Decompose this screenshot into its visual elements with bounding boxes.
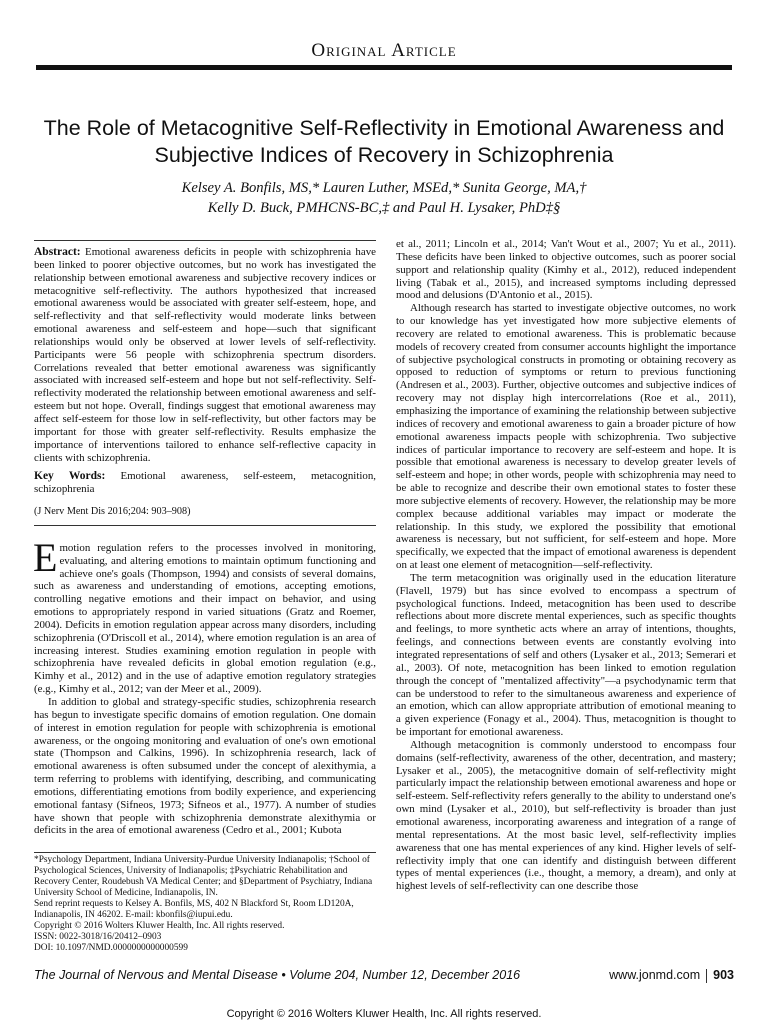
footnote-issn: ISSN: 0022-3018/16/20412–0903 <box>34 932 162 942</box>
author-list <box>60 178 708 218</box>
author-line-2: Kelly D. Buck, PMHCNS-BC,‡ and Paul H. Lysaker, PhD‡§ <box>207 200 561 216</box>
drop-cap: E <box>33 534 58 580</box>
footer-right <box>609 968 734 983</box>
footnote-copyright: Copyright © 2016 Wolters Kluwer Health, Inc. All rights reserved. <box>34 921 285 931</box>
footer-divider <box>706 969 707 983</box>
keywords <box>34 470 376 496</box>
left-column <box>34 240 376 837</box>
body-paragraph <box>33 534 376 696</box>
abstract-text: Emotional awareness deficits in people with schizophrenia have been linked to poorer objective outcomes, but no work has investigated the relationship between emotional awareness and subjective recovery indices or metacognitive self-reflectivity. The authors hypothesized that increased emotional awareness would be associated with greater self-esteem, hope, and self-reflectivity and that self-reflectivity would moderate links between emotional awareness and self-esteem and hope—such that significant relationships would only be observed at lower levels of self-reflectivity. Participants were 56 people with schizophrenia spectrum disorders. Correlations revealed that better emotional awareness was significantly associated with increased self-esteem and hope but not self-reflectivity. Self-reflectivity moderated the relationship between emotional awareness and self-esteem but not hope. Overall, findings suggest that emotional awareness may affect self-esteem for those low in self-reflectivity, but other factors may be important for those with greater self-reflectivity. Results emphasize the importance of interventions tailored to enhance self-reflective capacity in clients with schizophrenia. <box>34 246 376 464</box>
body-paragraph: Although research has started to investigate objective outcomes, no work to our knowledge has yet investigated how more subjective elements of recovery are related to emotional awareness. This is problematic because models of recovery created from consumer accounts highlight the importance of subjective psychological constructs in promoting or obtaining recovery as opposed to reduction of symptoms or return to previous functioning (Andresen et al., 2003). Further, objective outcomes and subjective indices of recovery may not display high intercorrelations (Roe et al., 2011), emphasizing the importance of examining the relationship between subjective indices of recovery and emotional awareness to gain a broader picture of how emotional awareness impacts people with schizophrenia. Two subjective indices of particular importance to recovery are self-esteem and hope. It is possible that emotional awareness is necessary to develop greater levels of self-esteem and hope; in other words, people with schizophrenia may need to be able to recognize and describe their own emotional states to foster these more subjective elements of recovery. However, the relationship may be more complex because additional variables may impact or moderate the relationship. In this study, we explored the possibility that emotional awareness is necessary, but not sufficient, for self-esteem and hope. More specifically, we expected that the impact of emotional awareness is dependent on at least one element of metacognition—self-reflectivity. <box>396 302 736 572</box>
body-paragraph: The term metacognition was originally used in the education literature (Flavell, 1979) but has since evolved to encompass a spectrum of psychological functions. Indeed, metacognition has been used to describe reflections about more discrete mental experiences, such as specific thoughts and feelings, to more synthetic acts where an array of intentions, thoughts, feelings, and connections between events are constantly evolving into integrated representations of self and others (Lysaker et al., 2013; Semerari et al., 2003). Of note, metacognition has been linked to emotion regulation through the concept of "mentalized affectivity"—a psychodynamic term that can be understood to refer to the simultaneous awareness and experience of an emotion, which can allow appropriate attribution of emotional meaning to a given experience (Fonagy et al., 2004). Thus, metacognition is thought to be important for emotional awareness. <box>396 571 736 739</box>
section-header: Original Article <box>311 40 457 61</box>
body-text: motion regulation refers to the processes involved in monitoring, evaluating, and altering emotions to maintain optimum functioning and achieve one's goals (Thompson, 1994) and consists of several domains, such as awareness and understanding of emotions, accepting emotions, controlling negative emotions and their impact on behavior, and using emotions to appropriately respond in varied situations (Gratz and Roemer, 2004). Deficits in emotion regulation appear across many disorders, including schizophrenia (O'Driscoll et al., 2014), where emotion regulation is an area of increasing interest. Studies examining emotion regulation in people with schizophrenia have revealed deficits in global emotion regulation (e.g., Kimhy et al., 2012) and in the use of adaptive emotion regulatory strategies (e.g., Kimhy et al., 2012; van der Meer et al., 2009). <box>34 541 376 696</box>
keywords-label: Key Words: <box>34 470 106 483</box>
abstract-label: Abstract: <box>34 246 81 258</box>
page-number: 903 <box>713 968 734 982</box>
journal-website-link[interactable]: www.jonmd.com <box>609 968 701 982</box>
citation: (J Nerv Ment Dis 2016;204: 903–908) <box>34 506 191 518</box>
footnotes <box>34 852 376 954</box>
keywords-text: Emotional awareness, self-esteem, metacognition, schizophrenia <box>34 470 376 496</box>
copyright-notice: Copyright © 2016 Wolters Kluwer Health, Inc. All rights reserved. <box>226 1008 542 1020</box>
header-rule <box>36 65 732 70</box>
footnote-reprints: Send reprint requests to Kelsey A. Bonfils, MS, 402 N Blackford St, Room LD120A, Indianapolis, IN 46202. E-mail: kbonfils@iupui.edu. <box>34 899 354 920</box>
body-paragraph: Although metacognition is commonly understood to encompass four domains (self-reflectivity, awareness of the other, decentration, and mastery; Lysaker et al., 2005), the metacognitive domain of self-reflectivity might particularly impact the relationship between emotional awareness and hope or self-esteem. Self-reflectivity refers generally to the ability to understand one's own mind (Lysaker et al., 2010), but self-reflectivity is broader than just emotional awareness, incorporating awareness and integration of a range of mental representations. At the most basic level, self-reflectivity implies awareness that one has mental experiences of any kind. Higher levels of self-reflectivity imply that one can identify and distinguish between different types of mental experiences (i.e., thought, a memory, a dream), and only at highest levels of self-reflectivity can one describe those <box>396 738 736 893</box>
body-paragraph: In addition to global and strategy-specific studies, schizophrenia research has begun to investigate specific domains of emotion regulation. One domain of interest in emotion regulation for people with schizophrenia is emotional awareness, or the ongoing monitoring and evaluation of one's own emotional state (Thompson and Calkins, 1996). In schizophrenia research, lack of emotional awareness is often subsumed under the concept of alexithymia, a term referring to problems with identifying, describing, and communicating emotions, differentiating emotions from bodily experience, and experiencing emotional fantasy (Sifneos, 1973; Sifneos et al., 1977). A number of studies have shown that people with schizophrenia demonstrate alexithymia or deficits in the area of emotional awareness (Cedro et al., 2001; Kubota <box>34 696 376 837</box>
journal-citation: The Journal of Nervous and Mental Disease • Volume 204, Number 12, December 2016 <box>34 968 521 982</box>
abstract-paragraph <box>34 246 376 464</box>
author-line-1: Kelsey A. Bonfils, MS,* Lauren Luther, MSEd,* Sunita George, MA,† <box>181 180 587 196</box>
article-title: The Role of Metacognitive Self-Reflectivity in Emotional Awareness and Subjective Indices of Recovery in Schizophrenia <box>43 116 725 167</box>
footnote-affiliations: *Psychology Department, Indiana University-Purdue University Indianapolis; †School of Psychological Sciences, University of Indianapolis; ‡Psychiatric Rehabilitation and Recovery Center, Roudebush VA Medical Center; and §Department of Psychiatry, Indiana University School of Medicine, Indianapolis, IN. <box>34 855 373 898</box>
right-column <box>396 238 736 893</box>
footnote-doi: DOI: 10.1097/NMD.0000000000000599 <box>34 943 188 953</box>
abstract-box <box>34 240 376 526</box>
body-paragraph: et al., 2011; Lincoln et al., 2014; Van't Wout et al., 2007; Yu et al., 2011). These deficits have been linked to objective outcomes, such as poorer social support and relationship quality (Kimhy et al., 2012), reduced independent living (Tabak et al., 2015), and increased symptoms including depressed mood and delusions (D'Antonio et al., 2015). <box>396 238 736 302</box>
